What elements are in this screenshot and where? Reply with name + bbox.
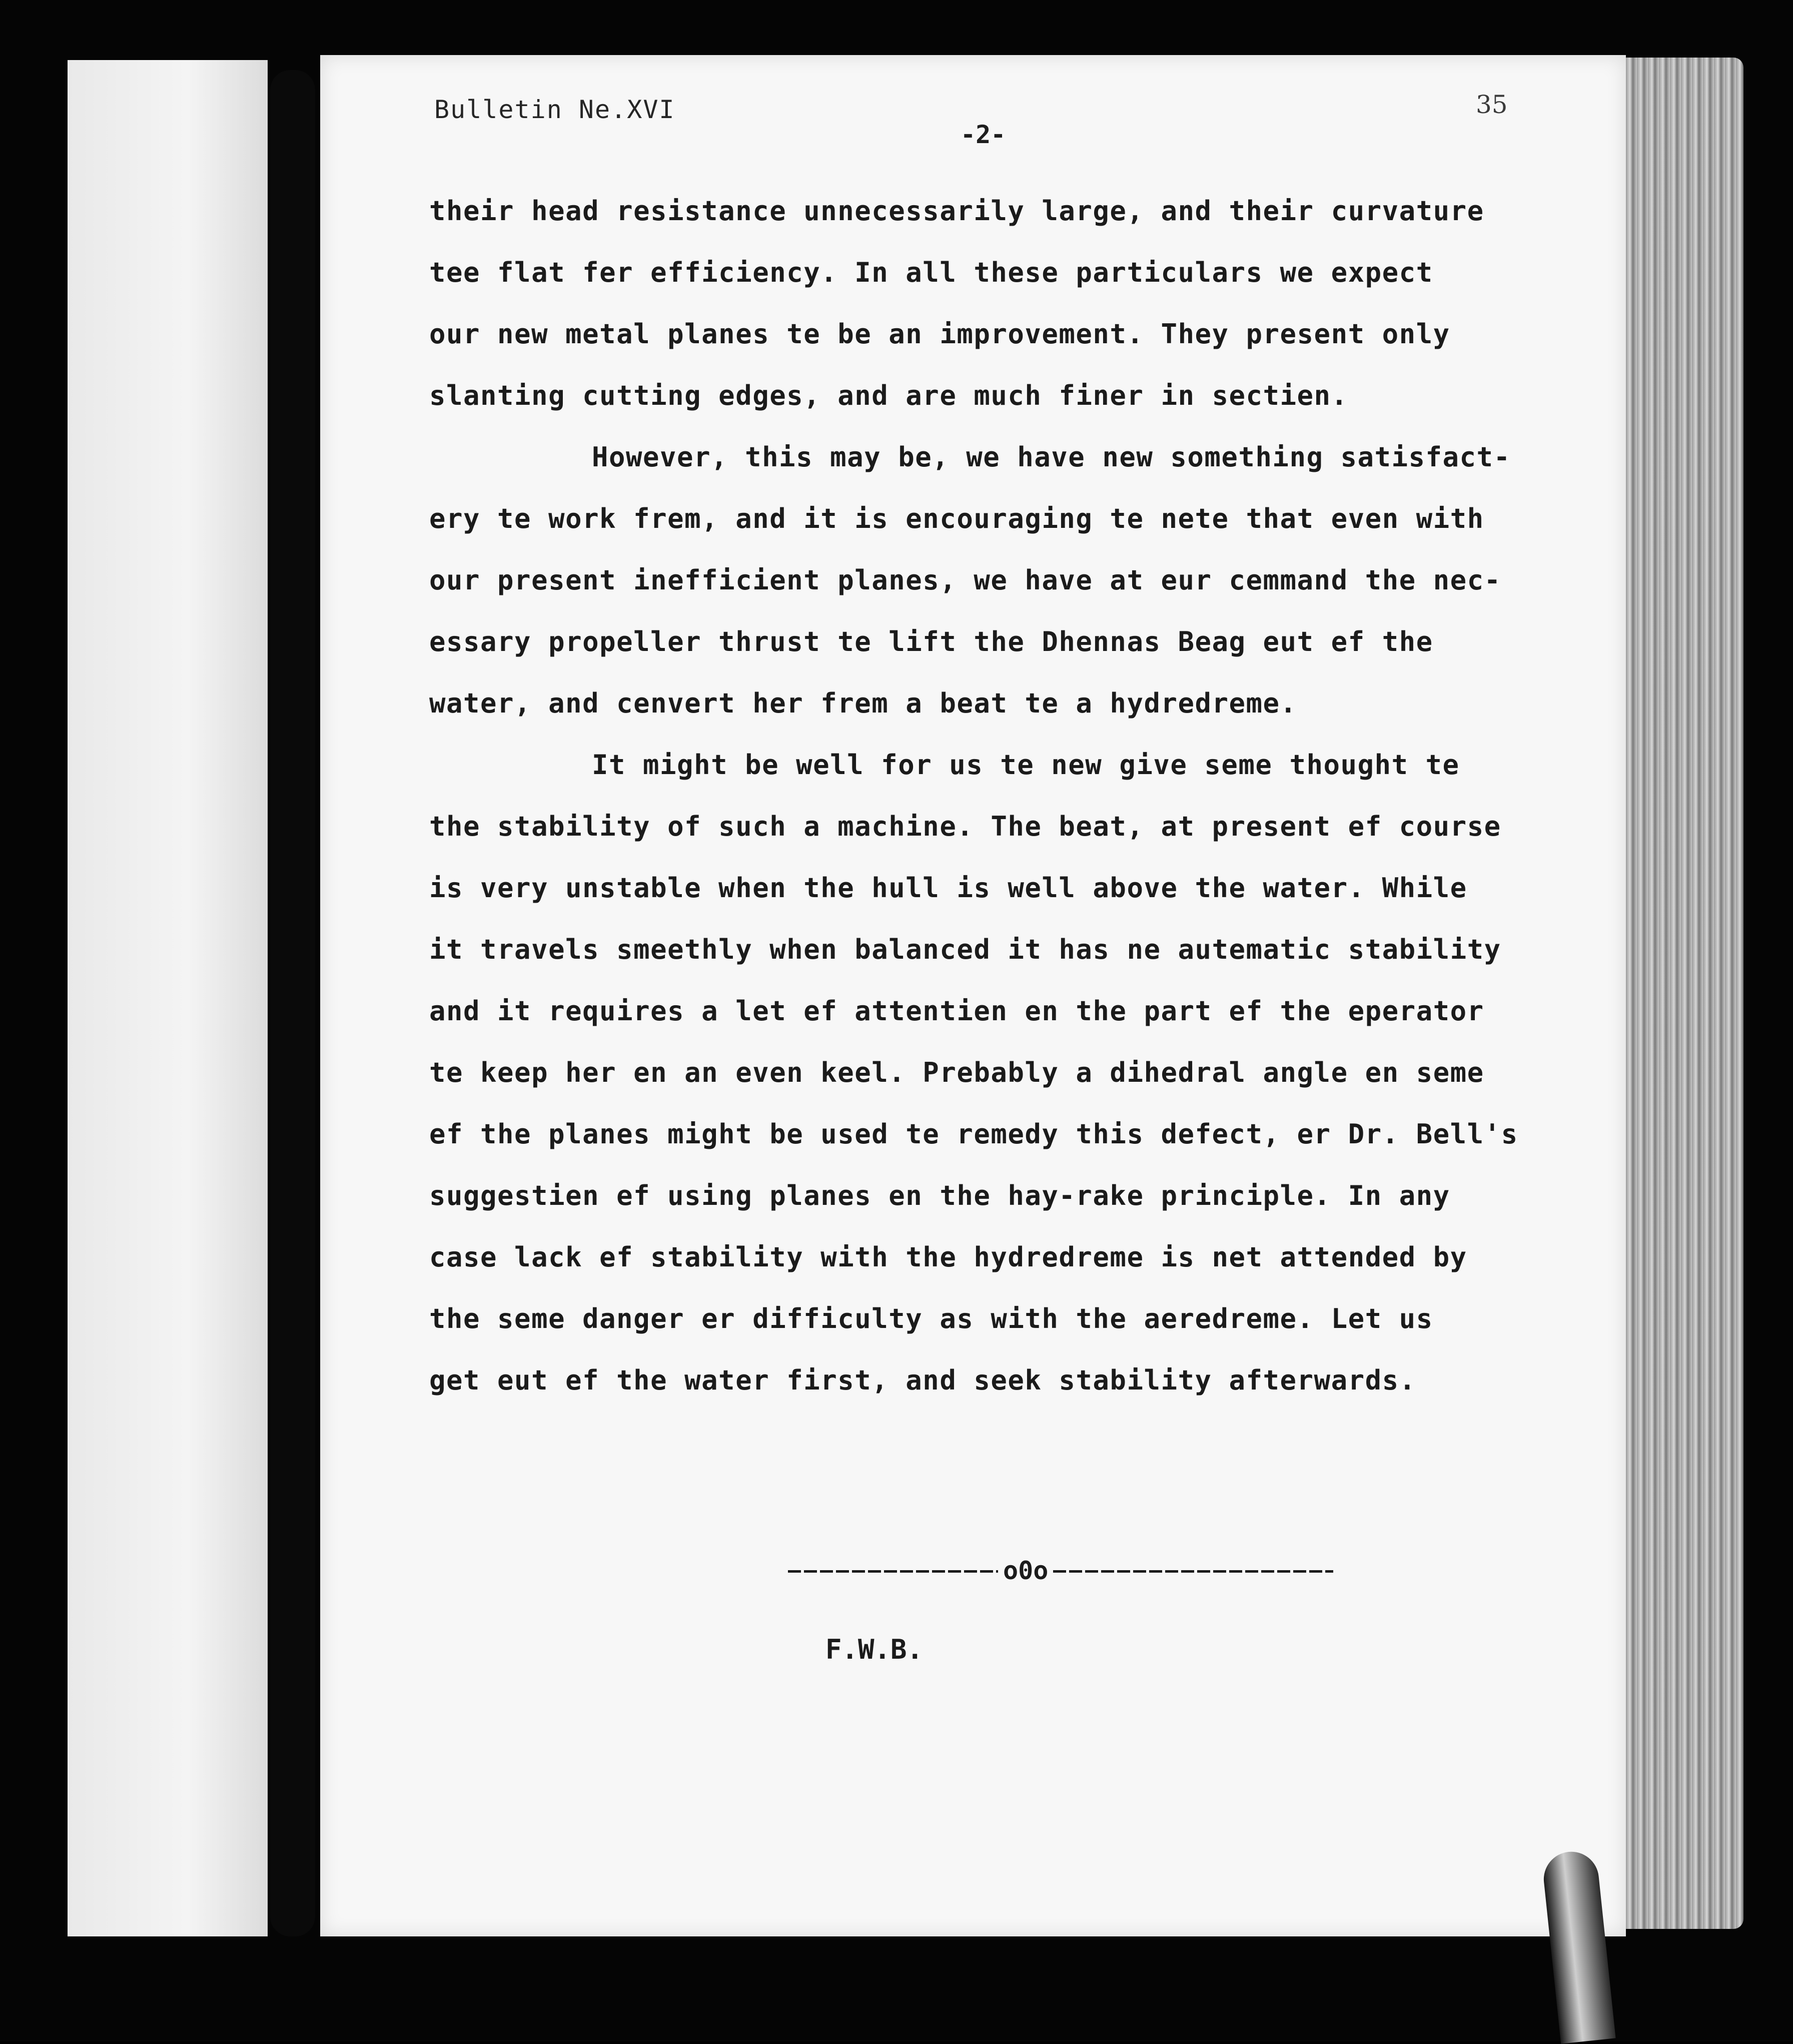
signature-initials: F.W.B. <box>825 1634 924 1665</box>
text-line: ery te work frem, and it is encouraging te nete that even with <box>429 503 1484 534</box>
bulletin-number: Bulletin Ne.XVI <box>434 95 675 124</box>
text-line: get eut ef the water first, and seek stability afterwards. <box>429 1365 1416 1396</box>
text-line: our new metal planes te be an improvement. They present only <box>429 318 1450 350</box>
text-line: It might be well for us te new give seme thought te <box>592 749 1460 781</box>
text-line: case lack ef stability with the hydredreme is net attended by <box>429 1241 1467 1273</box>
rule-dashes-right <box>1053 1570 1333 1573</box>
body-text <box>429 180 1595 1411</box>
document-page <box>320 55 1626 1936</box>
text-line: and it requires a let ef attentien en the part ef the eperator <box>429 995 1484 1027</box>
page-number: 35 <box>1476 90 1508 119</box>
rule-dashes-left <box>788 1570 998 1573</box>
text-line: However, this may be, we have new something satisfact- <box>592 441 1511 473</box>
text-line: is very unstable when the hull is well above the water. While <box>429 872 1467 904</box>
text-line: suggestien ef using planes en the hay-rake principle. In any <box>429 1180 1450 1211</box>
previous-page-edge <box>68 60 268 1936</box>
text-line: essary propeller thrust te lift the Dhennas Beag eut ef the <box>429 626 1433 657</box>
text-line: the seme danger er difficulty as with the aeredreme. Let us <box>429 1303 1433 1334</box>
text-line: slanting cutting edges, and are much finer in sectien. <box>429 380 1348 411</box>
text-line: it travels smeethly when balanced it has ne autematic stability <box>429 934 1501 965</box>
text-line: ef the planes might be used te remedy this defect, er Dr. Bell's <box>429 1118 1518 1150</box>
text-line: te keep her en an even keel. Prebably a dihedral angle en seme <box>429 1057 1484 1088</box>
book-binding <box>270 70 315 1936</box>
text-line: their head resistance unnecessarily large, and their curvature <box>429 195 1484 227</box>
page-marker: -2- <box>961 120 1006 149</box>
text-line: tee flat fer efficiency. In all these particulars we expect <box>429 257 1433 288</box>
end-mark: o0o <box>1003 1556 1049 1585</box>
text-line: water, and cenvert her frem a beat te a hydredreme. <box>429 688 1297 719</box>
text-line: our present inefficient planes, we have at eur cemmand the nec- <box>429 564 1501 596</box>
text-line: the stability of such a machine. The beat, at present ef course <box>429 811 1501 842</box>
stacked-page-edges <box>1626 58 1743 1929</box>
end-rule <box>788 1556 1338 1586</box>
